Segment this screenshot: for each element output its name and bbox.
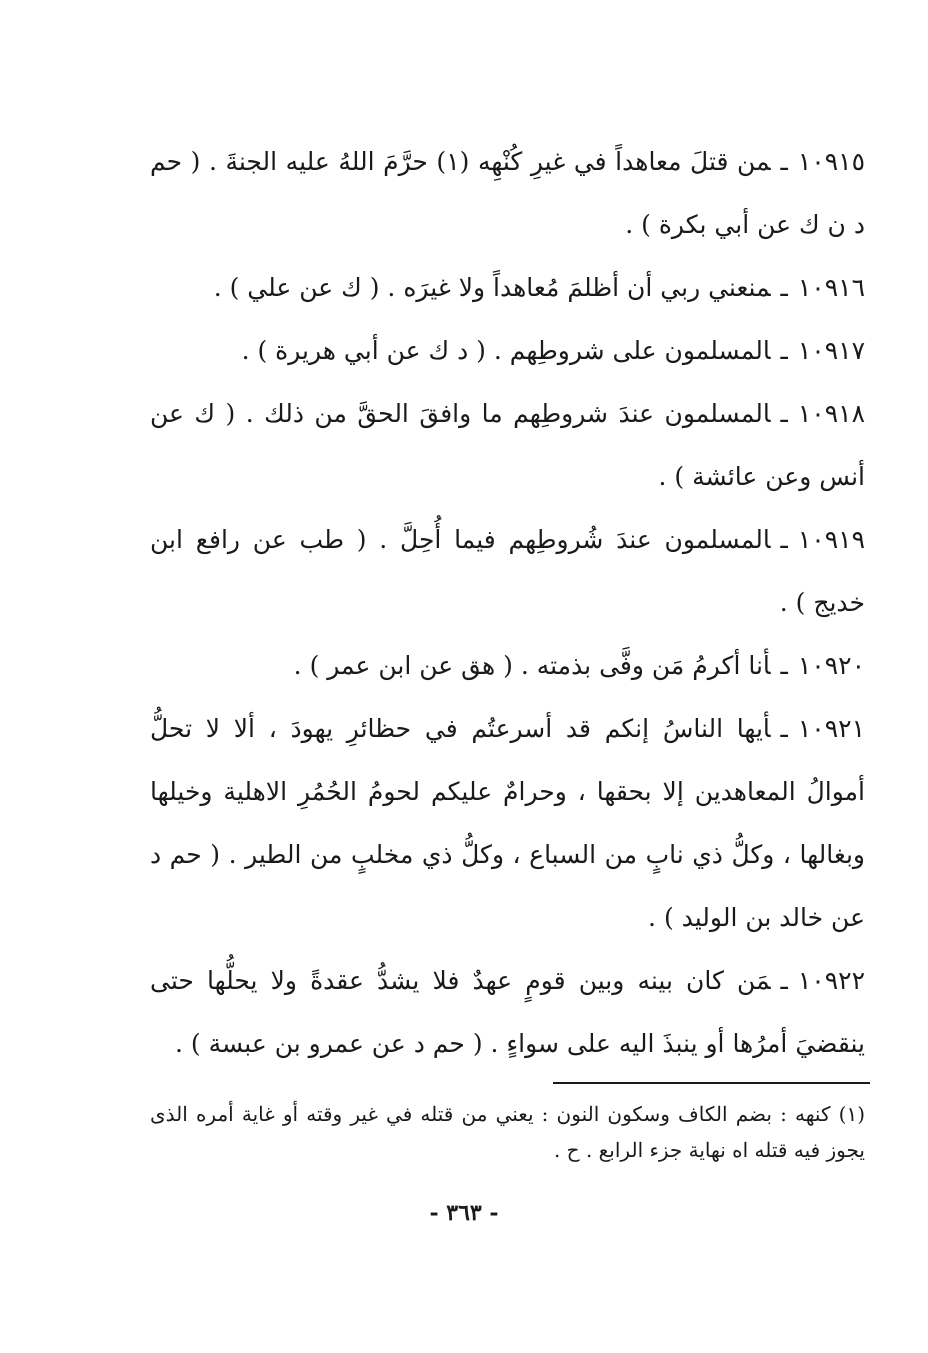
hadith-entry (150, 130, 865, 256)
page-number: - ٣٦٣ - (429, 1200, 499, 1226)
entry-number: ١٠٩١٧ (797, 336, 865, 365)
entry-dash: ـ (780, 399, 788, 428)
hadith-entry (150, 634, 865, 697)
entry-dash: ـ (780, 651, 788, 680)
entry-text: من قتلَ معاهداً في غيرِ كُنْهِه (١) حرَّمَ اللهُ عليه الجنةَ . ( حم د ن ك عن أبي بكرة ) . (150, 147, 865, 239)
entry-number: ١٠٩٢٠ (797, 651, 865, 680)
entry-text: منعني ربي أن أظلمَ مُعاهداً ولا غيرَه . ( ك عن علي ) . (213, 273, 771, 302)
entry-number: ١٠٩١٥ (797, 147, 865, 176)
entry-dash: ـ (780, 336, 788, 365)
entry-text: المسلمون عندَ شُروطِهم فيما أُحِلَّ . ( طب عن رافع ابن خديج ) . (150, 525, 865, 617)
entry-text: أيها الناسُ إنكم قد أسرعتُم في حظائرِ يهودَ ، ألا لا تحلُّ أموالُ المعاهدين إلا بحقها ، وحرامٌ عليكم لحومُ الحُمُرِ الاهلية وخيلها وبغالها ، وكلُّ ذي نابٍ من السباع ، وكلُّ ذي مخلبٍ من الطير . ( حم د عن خالد بن الوليد ) . (150, 714, 865, 932)
hadith-list (150, 130, 865, 1075)
entry-dash: ـ (780, 147, 788, 176)
entry-number: ١٠٩١٦ (797, 273, 865, 302)
footnote-divider (553, 1082, 870, 1084)
hadith-entry (150, 697, 865, 949)
entry-number: ١٠٩١٩ (797, 525, 865, 554)
entry-text: المسلمون عندَ شروطِهم ما وافقَ الحقَّ من ذلك . ( ك عن أنس وعن عائشة ) . (150, 399, 865, 491)
entry-dash: ـ (780, 966, 788, 995)
entry-dash: ـ (780, 273, 788, 302)
entry-text: أنا أكرمُ مَن وفَّى بذمته . ( هق عن ابن عمر ) . (293, 651, 771, 680)
hadith-entry (150, 949, 865, 1075)
hadith-entry (150, 256, 865, 319)
hadith-entry (150, 319, 865, 382)
hadith-entry (150, 508, 865, 634)
entry-number: ١٠٩١٨ (797, 399, 865, 428)
footnote: (١) كنهه : بضم الكاف وسكون النون : يعني من قتله في غير وقته أو غاية أمره الذى يجوز فيه قتله اه نهاية جزء الرابع . ح . (150, 1102, 865, 1162)
entry-text: المسلمون على شروطِهم . ( د ك عن أبي هريرة ) . (241, 336, 771, 365)
entry-number: ١٠٩٢١ (797, 714, 865, 743)
entry-dash: ـ (780, 525, 788, 554)
entry-dash: ـ (780, 714, 788, 743)
entry-number: ١٠٩٢٢ (797, 966, 865, 995)
hadith-entry (150, 382, 865, 508)
entry-text: مَن كان بينه وبين قومٍ عهدٌ فلا يشدُّ عقدةً ولا يحلُّها حتى ينقضيَ أمرُها أو ينبذَ اليه على سواءٍ . ( حم د عن عمرو بن عبسة ) . (150, 966, 865, 1058)
